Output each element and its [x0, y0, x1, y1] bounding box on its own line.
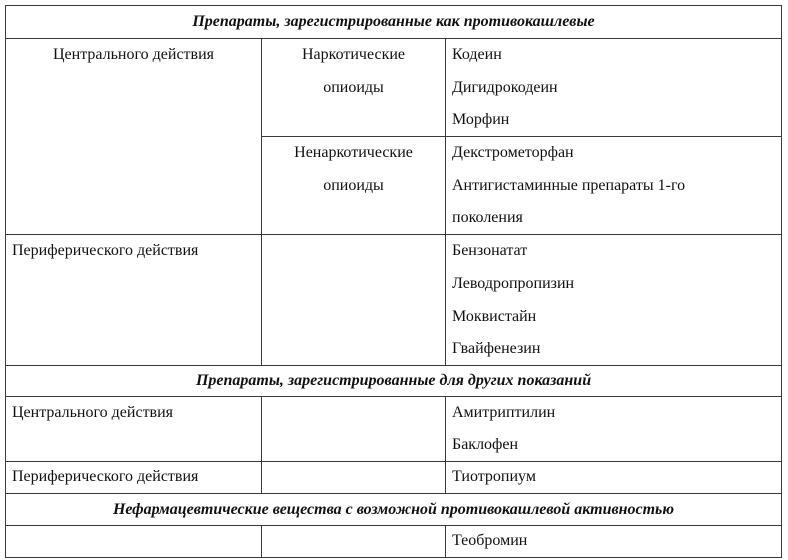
- central-action-cell: [6, 39, 262, 235]
- drug-item: Антигистаминные препараты 1-го: [452, 177, 686, 194]
- antitussive-table: [5, 5, 782, 558]
- drug-item: Дигидрокодеин: [452, 79, 558, 96]
- narcotic-label-line: Наркотические: [301, 46, 406, 63]
- non-narcotic-label-line: Ненаркотические: [294, 144, 413, 161]
- central-action-cell: [6, 397, 262, 462]
- empty-cell: [262, 397, 446, 462]
- non-narcotic-label-line: опиоиды: [323, 177, 384, 194]
- central-action-label: Центрального действия: [52, 46, 215, 63]
- drug-item: Амитриптилин: [452, 404, 556, 421]
- drug-item: Морфин: [452, 111, 510, 128]
- drug-item: Баклофен: [452, 436, 519, 453]
- drug-item: Леводропропизин: [452, 275, 575, 292]
- drug-item: Моквистайн: [452, 308, 537, 325]
- peripheral-drugs-cell: [446, 235, 782, 366]
- drug-item: Тиотропиум: [452, 468, 536, 485]
- other-peripheral-drugs-cell: [446, 462, 782, 494]
- narcotic-label-line: опиоиды: [323, 79, 384, 96]
- empty-cell: [262, 462, 446, 494]
- drug-item: Кодеин: [452, 46, 502, 63]
- drug-item: Бензонатат: [452, 242, 528, 259]
- non-pharmaceutical-drugs-cell: [446, 526, 782, 558]
- drug-item: Гвайфенезин: [452, 340, 541, 357]
- empty-cell: [6, 526, 262, 558]
- central-action-label: Центрального действия: [12, 404, 174, 421]
- section-title-non-pharmaceutical: Нефармацевтические вещества с возможной противокашлевой активностью: [6, 494, 782, 526]
- peripheral-action-cell: [6, 462, 262, 494]
- drug-item: Декстрометорфан: [452, 144, 574, 161]
- peripheral-action-label: Периферического действия: [12, 468, 199, 485]
- empty-cell: [262, 235, 446, 366]
- narcotic-drugs-cell: [446, 39, 782, 137]
- non-narcotic-drugs-cell: [446, 137, 782, 235]
- section-title-antitussive: Препараты, зарегистрированные как противокашлевые: [6, 6, 782, 39]
- other-central-drugs-cell: [446, 397, 782, 462]
- section-header-row: [6, 494, 782, 526]
- table-row: [6, 235, 782, 366]
- table-row: [6, 526, 782, 558]
- section-header-row: [6, 366, 782, 397]
- non-narcotic-opioids-cell: [262, 137, 446, 235]
- table-row: [6, 39, 782, 137]
- section-header-row: [6, 6, 782, 39]
- table-row: [6, 397, 782, 462]
- section-title-other-indications: Препараты, зарегистрированные для других показаний: [6, 366, 782, 397]
- peripheral-action-cell: [6, 235, 262, 366]
- drug-item: Теобромин: [452, 532, 528, 549]
- narcotic-opioids-cell: [262, 39, 446, 137]
- empty-cell: [262, 526, 446, 558]
- peripheral-action-label: Периферического действия: [12, 242, 199, 259]
- table-row: [6, 462, 782, 494]
- drug-item: поколения: [452, 209, 523, 226]
